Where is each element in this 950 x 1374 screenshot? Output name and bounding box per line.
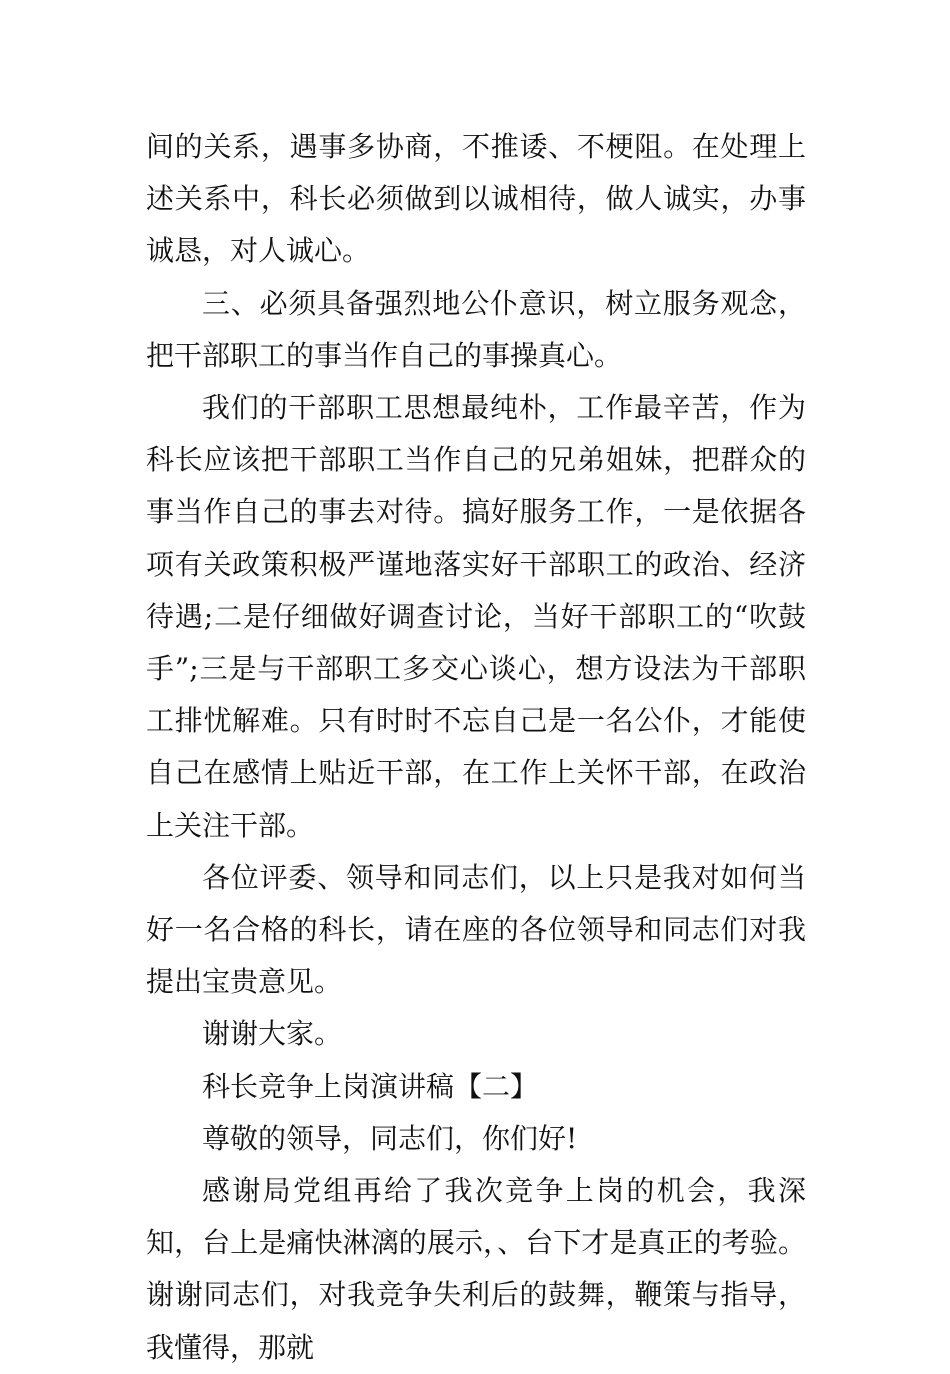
- paragraph-continuation: 间的关系，遇事多协商，不推诿、不梗阻。在处理上述关系中，科长必须做到以诚相待，做人诚实，办事诚恳，对人诚心。: [146, 130, 806, 268]
- paragraph-section-three-heading: 三、必须具备强烈地公仆意识，树立服务观念，把干部职工的事当作自己的事操真心。: [146, 286, 806, 372]
- document-body: [146, 121, 806, 1374]
- paragraph-thanks: 谢谢大家。: [202, 1017, 343, 1051]
- paragraph-gratitude: 感谢局党组再给了我次竞争上岗的机会，我深知，台上是痛快淋漓的展示，、台下才是真正的考验。谢谢同志们，对我竞争失利后的鼓舞，鞭策与指导，我懂得，那就: [146, 1174, 806, 1364]
- paragraph-closing-remarks: 各位评委、领导和同志们，以上只是我对如何当好一名合格的科长，请在座的各位领导和同志们对我提出宝贵意见。: [146, 860, 806, 999]
- paragraph-service-work: 我们的干部职工思想最纯朴，工作最辛苦，作为科长应该把干部职工当作自己的兄弟姐妹，把群众的事当作自己的事去对待。搞好服务工作，一是依据各项有关政策积极严谨地落实好干部职工的政治、经济待遇;二是仔细做好调查讨论，当好干部职工的“吹鼓手”;三是与干部职工多交心谈心，想方设法为干部职工排忧解难。只有时时不忘自己是一名公仆，才能使自己在感情上贴近干部，在工作上关怀干部，在政治上关注干部。: [146, 391, 806, 842]
- speech-two-title: 科长竞争上岗演讲稿【二】: [202, 1069, 539, 1103]
- paragraph-greeting: 尊敬的领导，同志们，你们好!: [202, 1121, 578, 1155]
